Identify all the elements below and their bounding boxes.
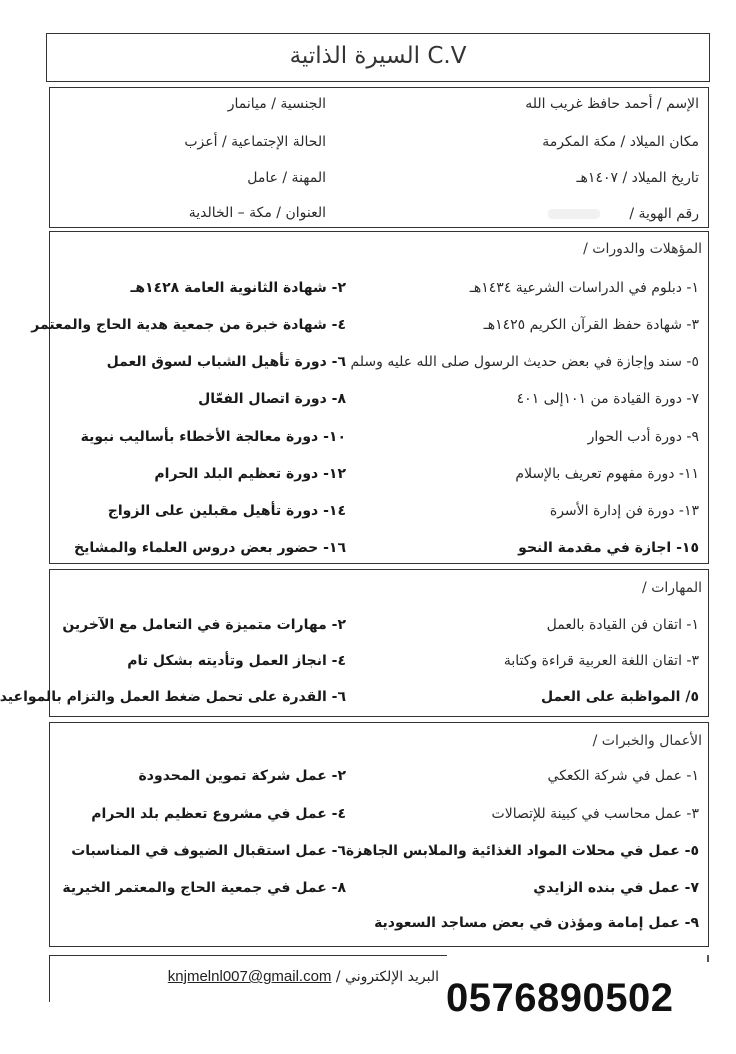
page-title: السيرة الذاتية C.V xyxy=(289,43,467,69)
title-box xyxy=(46,33,710,82)
qualification-item: ١١- دورة مفهوم تعريف بالإسلام xyxy=(515,466,699,482)
qualification-item: ٨- دورة اتصال الفعّال xyxy=(198,391,346,407)
work-item: ٩- عمل إمامة ومؤذن في بعض مساجد السعودية xyxy=(374,915,699,931)
email-section xyxy=(49,955,447,1002)
work-item: ٣- عمل محاسب في كبينة للإتصالات xyxy=(491,806,699,822)
marital-status-field: الحالة الإجتماعية / أعزب xyxy=(184,134,326,150)
qualification-item: ٧- دورة القيادة من ١٠١إلى ٤٠١ xyxy=(516,391,699,407)
work-item: ٧- عمل في بنده الزايدي xyxy=(533,880,699,896)
birthplace-field: مكان الميلاد / مكة المكرمة xyxy=(542,134,699,150)
qualification-item: ٣- شهادة حفظ القرآن الكريم ١٤٢٥هـ xyxy=(483,317,699,333)
qualification-item: ١- دبلوم في الدراسات الشرعية ١٤٣٤هـ xyxy=(469,280,699,296)
work-section xyxy=(49,722,709,947)
work-item: ٨- عمل في جمعية الحاج والمعتمر الخيرية xyxy=(62,880,346,896)
phone-number-box xyxy=(440,962,730,1042)
profession-field: المهنة / عامل xyxy=(247,170,326,186)
skill-item: ١- اتقان فن القيادة بالعمل xyxy=(546,617,699,633)
work-item: ٤- عمل في مشروع تعظيم بلد الحرام xyxy=(91,806,346,822)
qualification-item: ١٥- اجازة في مقدمة النحو xyxy=(518,540,699,556)
work-item: ٥- عمل في محلات المواد الغذائية والملابس الجاهزة xyxy=(345,843,699,859)
qualification-item: ٥- سند وإجازة في بعض حديث الرسول صلى الله عليه وسلم xyxy=(350,354,699,370)
qualification-item: ١٠- دورة معالجة الأخطاء بأساليب نبوية xyxy=(80,429,346,445)
work-item: ١- عمل في شركة الكعكي xyxy=(547,768,699,784)
work-heading: الأعمال والخبرات / xyxy=(592,733,702,749)
skill-item: ٣- اتقان اللغة العربية قراءة وكتابة xyxy=(503,653,699,669)
email-line xyxy=(168,968,439,985)
skill-item: ٢- مهارات متميزة في التعامل مع الآخرين xyxy=(62,617,346,633)
work-item: ٢- عمل شركة تموين المحدودة xyxy=(138,768,346,784)
skills-heading: المهارات / xyxy=(642,580,702,596)
birthdate-field: تاريخ الميلاد / ١٤٠٧هـ xyxy=(576,170,699,186)
redacted-mark xyxy=(548,209,600,219)
email-label: البريد الإلكتروني / xyxy=(335,969,439,985)
qualification-item: ١٢- دورة تعظيم البلد الحرام xyxy=(154,466,346,482)
email-link[interactable]: knjmelnl007@gmail.com xyxy=(167,968,332,985)
qualifications-heading: المؤهلات والدورات / xyxy=(583,241,702,257)
skill-item: ٤- انجاز العمل وتأديته بشكل تام xyxy=(127,653,346,669)
qualification-item: ٢- شهادة الثانوية العامة ١٤٢٨هـ xyxy=(130,280,346,296)
qualification-item: ١٤- دورة تأهيل مقبلين على الزواج xyxy=(107,503,346,519)
name-field: الإسم / أحمد حافظ غريب الله xyxy=(525,96,699,112)
qualification-item: ١٣- دورة فن إدارة الأسرة xyxy=(549,503,699,519)
address-field: العنوان / مكة – الخالدية xyxy=(188,205,326,221)
qualification-item: ٩- دورة أدب الحوار xyxy=(587,429,699,445)
qualification-item: ٤- شهادة خبرة من جمعية هدية الحاج والمعتمر xyxy=(31,317,346,333)
nationality-field: الجنسية / ميانمار xyxy=(227,96,326,112)
qualification-item: ٦- دورة تأهيل الشباب لسوق العمل xyxy=(106,354,346,370)
work-item: ٦- عمل استقبال الضيوف في المناسبات xyxy=(71,843,346,859)
qualification-item: ١٦- حضور بعض دروس العلماء والمشايخ xyxy=(74,540,346,556)
phone-number: 0576890502 xyxy=(446,976,674,1020)
skill-item: ٥/ المواظبة على العمل xyxy=(541,689,699,705)
id-number-field: رقم الهوية / xyxy=(629,206,699,222)
skill-item: ٦- القدرة على تحمل ضغط العمل والتزام بالمواعيد xyxy=(0,689,346,705)
